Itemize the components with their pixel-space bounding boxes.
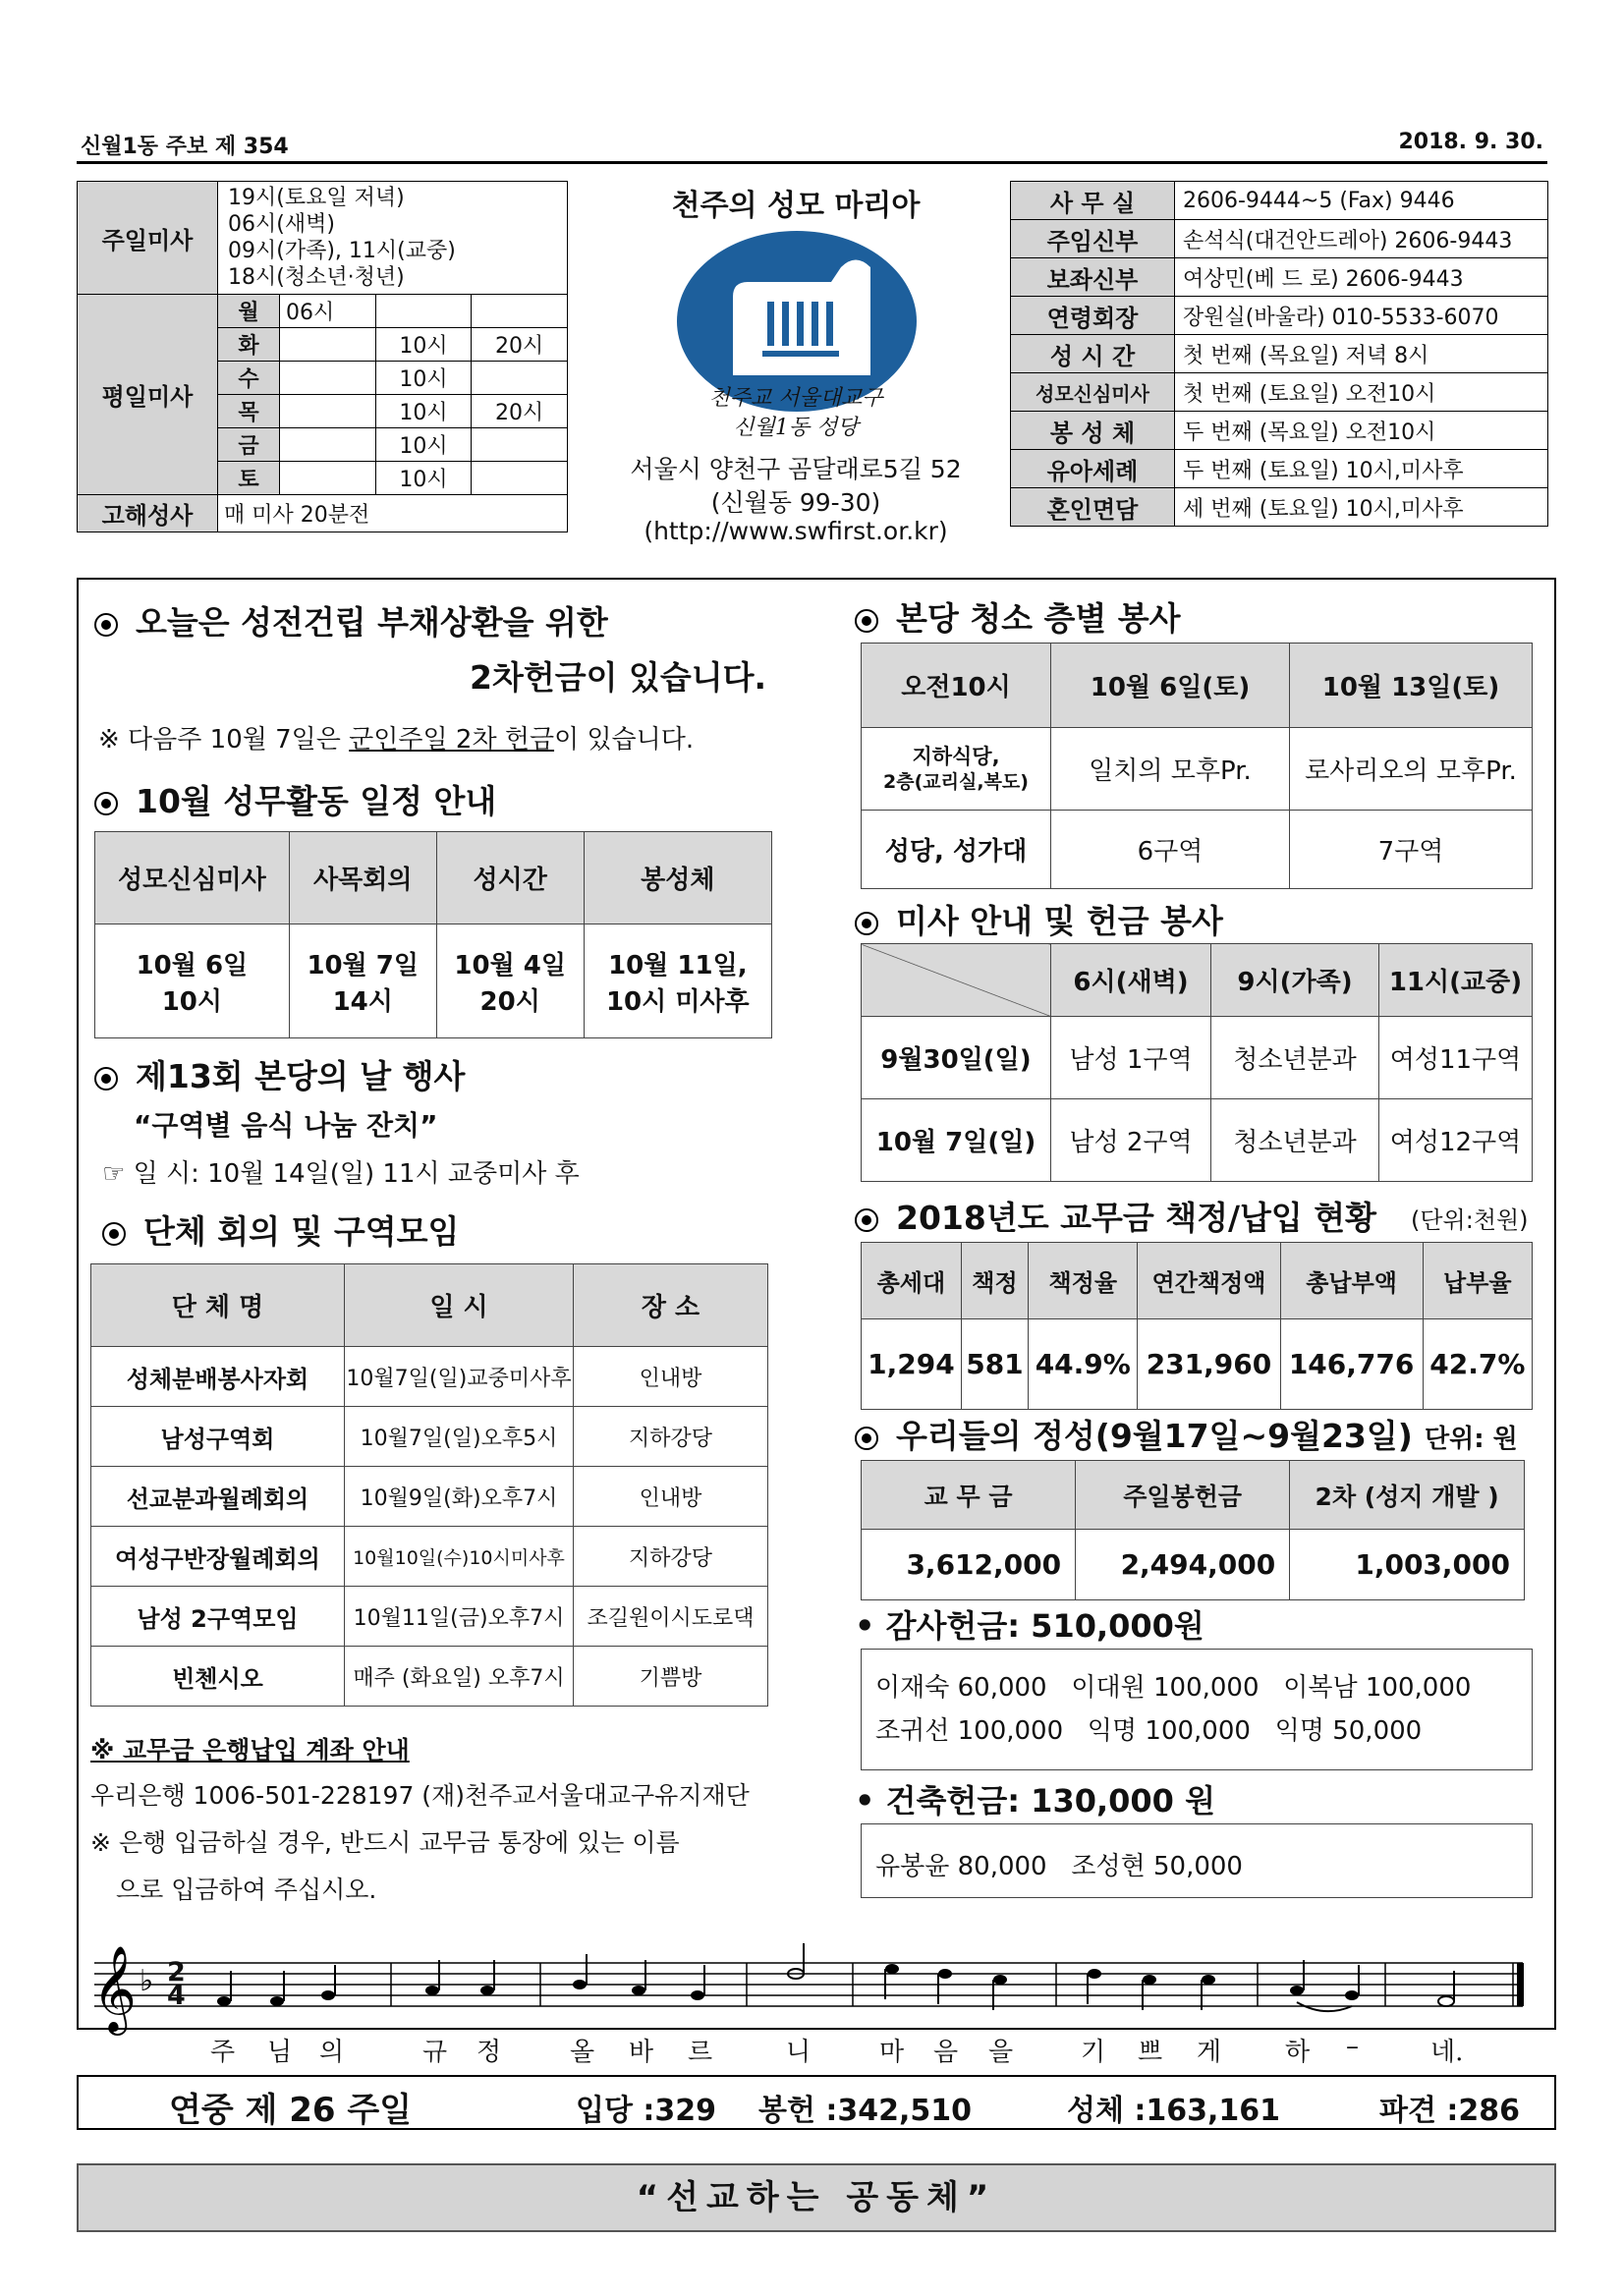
hymn-dismissal: 파견 :286 (1379, 2094, 1521, 2128)
lyric-syllable: 올 (570, 2038, 595, 2067)
lyric-syllable: 님 (267, 2038, 293, 2067)
sunday-mass-label: 주일미사 (78, 182, 218, 295)
meeting-group: 성체분배봉사자회 (91, 1347, 345, 1407)
parish-day-title-text: 제13회 본당의 날 행사 (136, 1057, 466, 1095)
contact-value: 2606-9444~5 (Fax) 9446 (1175, 182, 1548, 220)
hymn-communion: 성체 :163,161 (1067, 2094, 1281, 2128)
meeting-place: 조길원이시도로댁 (574, 1587, 768, 1647)
october-time: 14시 (332, 986, 393, 1017)
mass-service-title-text: 미사 안내 및 헌금 봉사 (896, 902, 1223, 940)
october-cell (95, 924, 290, 1038)
contact-key: 봉 성 체 (1011, 412, 1175, 450)
meetings-table (90, 1263, 768, 1707)
thanks-offering-box (861, 1649, 1533, 1770)
mass-service-header: 6시(새벽) (1051, 944, 1211, 1017)
october-schedule-table (94, 831, 772, 1038)
parish-patron-title: 천주의 성모 마리아 (671, 189, 921, 223)
section-bullet-icon (855, 912, 878, 935)
weekday-time: 20시 (472, 395, 568, 428)
logo-caption-2: 신월1동 성당 (733, 416, 859, 440)
cleaning-title (855, 593, 1181, 640)
cleaning-table (861, 643, 1533, 889)
weekday-time: 06시 (280, 295, 376, 328)
october-header: 성시간 (436, 832, 584, 924)
mass-service-header: 9시(가족) (1211, 944, 1379, 1017)
section-bullet-icon (855, 1208, 878, 1232)
weekday-time (472, 428, 568, 462)
contact-value: 두 번째 (목요일) 오전10시 (1175, 412, 1548, 450)
offering-announcement-title (94, 597, 608, 644)
mass-service-header: 11시(교중) (1379, 944, 1533, 1017)
meeting-place: 인내방 (574, 1467, 768, 1527)
october-date: 10월 6일 (136, 950, 249, 980)
weekday-time (280, 428, 376, 462)
dues-header: 총납부액 (1280, 1243, 1423, 1319)
october-date: 10월 11일, (608, 950, 748, 980)
weekday-day: 수 (218, 362, 280, 395)
sunday-line: 18시(청소년·청년) (228, 265, 405, 290)
parish-day-time: ☞ 일 시: 10월 14일(일) 11시 교중미사 후 (102, 1159, 580, 1189)
cleaning-assignee: 일치의 모후Pr. (1051, 728, 1290, 811)
thanks-offering-title: • 감사헌금: 510,000원 (855, 1607, 1204, 1645)
weekly-offering-value: 2,494,000 (1076, 1530, 1290, 1600)
cleaning-area: 성당, 성가대 (862, 811, 1051, 889)
lyric-syllable: 쁘 (1138, 2038, 1163, 2067)
meeting-place: 기쁨방 (574, 1647, 768, 1707)
meetings-title (102, 1206, 459, 1253)
meeting-place: 지하강당 (574, 1407, 768, 1467)
thanks-offering-title-text: 감사헌금: 510,000원 (885, 1607, 1204, 1645)
cleaning-assignee: 7구역 (1290, 811, 1533, 889)
logo-caption-1: 천주교 서울대교구 (708, 386, 883, 411)
weekly-offering-header: 주일봉헌금 (1076, 1461, 1290, 1530)
dues-value: 146,776 (1280, 1319, 1423, 1410)
weekday-time (280, 462, 376, 495)
october-header: 사목회의 (289, 832, 436, 924)
mass-service-cell: 남성 1구역 (1051, 1017, 1211, 1099)
cleaning-area-line: 2층(교리실,복도) (883, 770, 1029, 793)
dues-value: 44.9% (1029, 1319, 1138, 1410)
meeting-place: 지하강당 (574, 1527, 768, 1587)
cleaning-title-text: 본당 청소 층별 봉사 (896, 599, 1181, 638)
bulletin-date: 2018. 9. 30. (1398, 130, 1543, 154)
mass-service-cell: 여성12구역 (1379, 1099, 1533, 1182)
weekday-time: 20시 (472, 328, 568, 362)
building-offering-title: • 건축헌금: 130,000 원 (855, 1782, 1215, 1820)
weekly-offering-title-text: 우리들의 정성(9월17일~9월23일) (896, 1417, 1413, 1455)
lyric-syllable: 바 (629, 2038, 654, 2067)
sunday-line: 06시(새벽) (228, 212, 335, 237)
mass-service-date: 9월30일(일) (862, 1017, 1051, 1099)
confession-label: 고해성사 (78, 495, 218, 532)
contacts-table (1010, 181, 1548, 527)
contact-key: 주임신부 (1011, 220, 1175, 258)
liturgy-footer (77, 2075, 1556, 2130)
dues-header: 총세대 (862, 1243, 962, 1319)
time-signature-top: 2 (167, 1957, 186, 1988)
bank-note-2: 으로 입금하여 주십시오. (116, 1876, 377, 1904)
lyric-syllable: 르 (688, 2038, 713, 2067)
cleaning-assignee: 로사리오의 모후Pr. (1290, 728, 1533, 811)
dues-value: 1,294 (862, 1319, 962, 1410)
section-bullet-icon (94, 613, 118, 637)
meeting-time: 매주 (화요일) 오후7시 (345, 1647, 574, 1707)
parish-address: 서울시 양천구 곰달래로5길 52 (630, 455, 962, 483)
october-header: 봉성체 (584, 832, 771, 924)
lyric-syllable: 하 (1285, 2038, 1311, 2067)
weekday-day: 금 (218, 428, 280, 462)
mass-service-cell: 여성11구역 (1379, 1017, 1533, 1099)
lyric-syllable: – (1346, 2032, 1359, 2061)
weekday-time (472, 362, 568, 395)
october-cell (436, 924, 584, 1038)
time-signature-bottom: 4 (167, 1981, 186, 2011)
svg-text:♭: ♭ (140, 1964, 154, 1998)
october-time: 20시 (479, 986, 540, 1017)
lyric-syllable: 기 (1081, 2038, 1106, 2067)
section-bullet-icon (94, 1067, 118, 1091)
mass-schedule-table (77, 181, 568, 532)
meeting-place: 인내방 (574, 1347, 768, 1407)
october-time: 10시 (161, 986, 223, 1017)
parish-day-subtitle: “구역별 음식 나눔 잔치” (134, 1109, 438, 1142)
weekday-time (375, 295, 472, 328)
october-header: 성모신심미사 (95, 832, 290, 924)
dues-value: 42.7% (1423, 1319, 1532, 1410)
weekday-day: 월 (218, 295, 280, 328)
weekday-day: 화 (218, 328, 280, 362)
mass-service-cell: 청소년분과 (1211, 1017, 1379, 1099)
diagonal-corner-cell (862, 944, 1051, 1017)
section-bullet-icon (94, 792, 118, 815)
october-date: 10월 4일 (454, 950, 566, 980)
meeting-time: 10월11일(금)오후7시 (345, 1587, 574, 1647)
meeting-time: 10월10일(수)10시미사후 (345, 1527, 574, 1587)
dues-header: 책정 (961, 1243, 1028, 1319)
offering-note (98, 719, 694, 756)
weekday-day: 목 (218, 395, 280, 428)
contact-key: 유아세례 (1011, 450, 1175, 488)
motto-banner: “선교하는 공동체” (77, 2163, 1556, 2232)
thanks-offering-line: 이재숙 60,000 이대원 100,000 이복남 100,000 (875, 1673, 1472, 1703)
weekday-mass-label: 평일미사 (78, 295, 218, 495)
parish-day-title (94, 1051, 465, 1097)
note-underlined: 군인주일 2차 헌금 (349, 725, 555, 755)
lyric-syllable: 게 (1197, 2038, 1222, 2067)
dues-header: 납부율 (1423, 1243, 1532, 1319)
contact-value: 세 번째 (토요일) 10시,미사후 (1175, 488, 1548, 527)
weekday-time: 10시 (375, 328, 472, 362)
weekday-time: 10시 (375, 428, 472, 462)
contact-value: 손석식(대건안드레아) 2606-9443 (1175, 220, 1548, 258)
bulletin-number: 신월1동 주보 제 354 (81, 135, 289, 159)
lyrics (79, 2032, 1552, 2067)
mass-service-table (861, 943, 1533, 1182)
dues-title-text: 2018년도 교무금 책정/납입 현황 (896, 1199, 1377, 1237)
dues-header: 책정율 (1029, 1243, 1138, 1319)
dues-title (855, 1193, 1376, 1239)
hymn-entrance: 입당 :329 (576, 2094, 717, 2128)
header-bar (77, 128, 1547, 164)
weekday-time: 10시 (375, 362, 472, 395)
contact-value: 여상민(베 드 로) 2606-9443 (1175, 258, 1548, 297)
section-bullet-icon (855, 1427, 878, 1450)
weekday-time: 10시 (375, 462, 472, 495)
october-cell (289, 924, 436, 1038)
liturgical-week: 연중 제 26 주일 (169, 2091, 413, 2130)
lyric-syllable: 니 (786, 2038, 812, 2067)
building-offering-line: 유봉윤 80,000 조성현 50,000 (875, 1852, 1243, 1881)
mass-service-date: 10월 7일(일) (862, 1099, 1051, 1182)
lyric-syllable: 규 (422, 2038, 448, 2067)
time-signature (167, 1957, 186, 2011)
weekly-offering-header: 2차 (성지 개발 ) (1290, 1461, 1525, 1530)
weekly-offering-table (861, 1460, 1525, 1600)
dues-value: 581 (961, 1319, 1028, 1410)
hymn-offering: 봉헌 :342,510 (758, 2094, 973, 2128)
meeting-time: 10월7일(일)교중미사후 (345, 1347, 574, 1407)
october-date: 10월 7일 (307, 950, 419, 980)
lyric-syllable: 을 (988, 2038, 1014, 2067)
cleaning-area-line: 지하식당, (912, 744, 1000, 768)
october-title-text: 10월 성무활동 일정 안내 (136, 782, 497, 820)
cleaning-header: 10월 13일(토) (1290, 644, 1533, 728)
sunday-mass-times (218, 182, 568, 295)
bank-title: ※ 교무금 은행납입 계좌 안내 (90, 1736, 410, 1764)
meeting-group: 남성 2구역모임 (91, 1587, 345, 1647)
sunday-line: 19시(토요일 저녁) (228, 186, 405, 210)
october-cell (584, 924, 771, 1038)
confession-value: 매 미사 20분전 (218, 495, 568, 532)
meeting-group: 빈첸시오 (91, 1647, 345, 1707)
dues-unit: (단위:천원) (1411, 1206, 1529, 1234)
contact-key: 혼인면담 (1011, 488, 1175, 527)
meetings-header: 장 소 (574, 1264, 768, 1347)
section-bullet-icon (855, 609, 878, 633)
weekday-time (280, 395, 376, 428)
thanks-offering-line: 조귀선 100,000 익명 100,000 익명 50,000 (875, 1716, 1423, 1746)
contact-key: 성모신심미사 (1011, 373, 1175, 412)
contact-key: 연령회장 (1011, 297, 1175, 335)
contact-key: 사 무 실 (1011, 182, 1175, 220)
weekday-time (280, 328, 376, 362)
meeting-time: 10월9일(화)오후7시 (345, 1467, 574, 1527)
contact-value: 첫 번째 (토요일) 오전10시 (1175, 373, 1548, 412)
note-suffix: 이 있습니다. (554, 725, 695, 755)
cleaning-header: 10월 6일(토) (1051, 644, 1290, 728)
dues-value: 231,960 (1138, 1319, 1280, 1410)
contact-value: 첫 번째 (목요일) 저녁 8시 (1175, 335, 1548, 373)
lyric-syllable: 마 (879, 2038, 905, 2067)
svg-text:𝄞: 𝄞 (92, 1944, 137, 2032)
weekday-day: 토 (218, 462, 280, 495)
meetings-header: 일 시 (345, 1264, 574, 1347)
dues-header: 연간책정액 (1138, 1243, 1280, 1319)
music-staff-area (79, 1943, 1552, 2076)
bank-note-1: ※ 은행 입금하실 경우, 반드시 교무금 통장에 있는 이름 (90, 1828, 680, 1857)
building-offering-box (861, 1823, 1533, 1898)
meeting-group: 선교분과월례회의 (91, 1467, 345, 1527)
note-prefix: ※ 다음주 10월 7일은 (98, 725, 350, 755)
cleaning-area (862, 728, 1051, 811)
lyric-syllable: 주 (210, 2038, 236, 2067)
contact-value: 장원실(바울라) 010-5533-6070 (1175, 297, 1548, 335)
october-schedule-title (94, 776, 496, 822)
meeting-group: 여성구반장월례회의 (91, 1527, 345, 1587)
contact-key: 성 시 간 (1011, 335, 1175, 373)
meeting-group: 남성구역회 (91, 1407, 345, 1467)
cleaning-header: 오전10시 (862, 644, 1051, 728)
contact-value: 두 번째 (토요일) 10시,미사후 (1175, 450, 1548, 488)
section-bullet-icon (102, 1222, 126, 1246)
weekly-offering-unit: 단위: 원 (1425, 1425, 1518, 1454)
weekday-time (280, 362, 376, 395)
cleaning-assignee: 6구역 (1051, 811, 1290, 889)
lyric-syllable: 정 (476, 2038, 502, 2067)
building-offering-title-text: 건축헌금: 130,000 원 (885, 1782, 1215, 1820)
weekly-offering-title (855, 1411, 1413, 1457)
contact-key: 보좌신부 (1011, 258, 1175, 297)
weekly-offering-value: 1,003,000 (1290, 1530, 1525, 1600)
weekly-offering-header: 교 무 금 (862, 1461, 1076, 1530)
meetings-title-text: 단체 회의 및 구역모임 (143, 1212, 460, 1251)
weekday-time (472, 295, 568, 328)
mass-service-cell: 남성 2구역 (1051, 1099, 1211, 1182)
meeting-time: 10월7일(일)오후5시 (345, 1407, 574, 1467)
weekday-time (472, 462, 568, 495)
sunday-line: 09시(가족), 11시(교중) (228, 239, 456, 263)
october-time: 10시 미사후 (605, 986, 750, 1017)
weekly-offering-value: 3,612,000 (862, 1530, 1076, 1600)
offering-title-line1: 오늘은 성전건립 부채상환을 위한 (136, 603, 608, 642)
lyric-syllable: 네. (1430, 2038, 1464, 2067)
mass-service-cell: 청소년분과 (1211, 1099, 1379, 1182)
meetings-header: 단 체 명 (91, 1264, 345, 1347)
weekday-time: 10시 (375, 395, 472, 428)
offering-title-line2: 2차헌금이 있습니다. (470, 658, 767, 697)
dues-table (861, 1242, 1533, 1410)
bank-account: 우리은행 1006-501-228197 (재)천주교서울대교구유지재단 (90, 1781, 750, 1810)
lyric-syllable: 음 (933, 2038, 959, 2067)
lyric-syllable: 의 (319, 2038, 345, 2067)
parish-website[interactable]: (http://www.swfirst.or.kr) (644, 517, 948, 545)
mass-service-title (855, 896, 1223, 942)
parish-address-old: (신월동 99-30) (710, 488, 881, 517)
